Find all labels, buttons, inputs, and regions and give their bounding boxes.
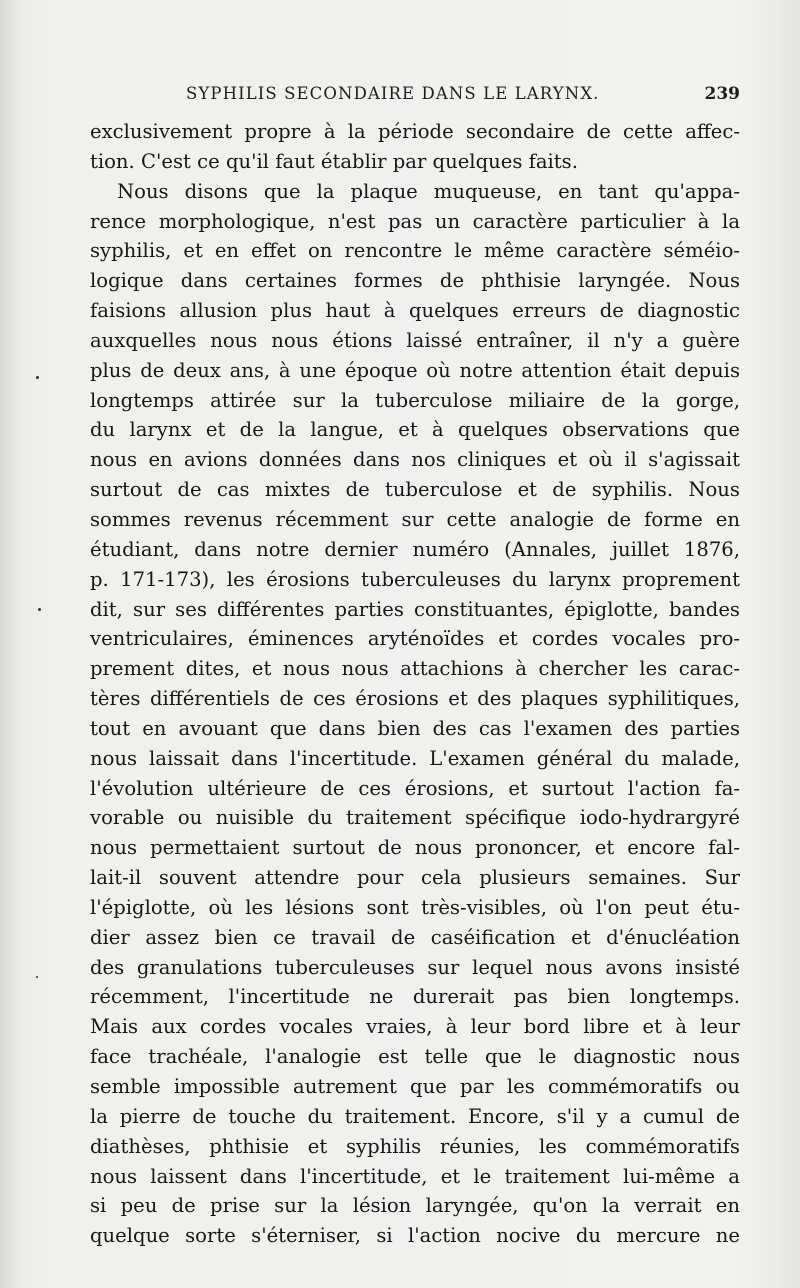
text-line: Mais aux cordes vocales vraies, à leur bord libre et à leur	[90, 1015, 740, 1039]
text-line: nous laissait dans l'incertitude. L'examen général du malade,	[90, 746, 740, 770]
page-number: 239	[704, 84, 740, 104]
text-line: tion. C'est ce qu'il faut établir par quelques faits.	[90, 149, 578, 173]
text-line: nous en avions données dans nos cliniques et où il s'agissait	[90, 448, 740, 472]
text-line: l'évolution ultérieure de ces érosions, et surtout l'action fa-	[90, 776, 740, 800]
text-line: du larynx et de la langue, et à quelques observations que	[90, 418, 740, 442]
text-line: étudiant, dans notre dernier numéro (Annales, juillet 1876,	[90, 537, 740, 561]
text-line: si peu de prise sur la lésion laryngée, qu'on la verrait en	[90, 1194, 740, 1218]
running-title: SYPHILIS SECONDAIRE DANS LE LARYNX.	[186, 84, 600, 103]
text-line: quelque sorte s'éterniser, si l'action nocive du mercure ne	[90, 1224, 740, 1248]
ink-speck	[38, 608, 41, 611]
text-line: sommes revenus récemment sur cette analogie de forme en	[90, 507, 740, 531]
text-line: nous permettaient surtout de nous prononcer, et encore fal-	[90, 836, 740, 860]
text-line: des granulations tuberculeuses sur lequel nous avons insisté	[90, 955, 740, 979]
body-text	[90, 117, 740, 1251]
text-line: tères différentiels de ces érosions et des plaques syphilitiques,	[90, 687, 740, 711]
text-line: l'épiglotte, où les lésions sont très-visibles, où l'on peut étu-	[90, 895, 740, 919]
text-line: prement dites, et nous nous attachions à chercher les carac-	[90, 657, 740, 681]
text-line: semble impossible autrement que par les commémoratifs ou	[90, 1075, 740, 1098]
text-line: tout en avouant que dans bien des cas l'examen des parties	[90, 716, 740, 740]
text-line: nous laissent dans l'incertitude, et le traitement lui-même a	[90, 1164, 740, 1188]
text-line: ventriculaires, éminences aryténoïdes et cordes vocales pro-	[90, 627, 740, 651]
text-line: dier assez bien ce travail de caséification et d'énucléation	[90, 925, 740, 949]
text-line: syphilis, et en effet on rencontre le même caractère séméio-	[90, 239, 740, 263]
text-line: faisions allusion plus haut à quelques erreurs de diagnostic	[90, 299, 740, 323]
text-line: plus de deux ans, à une époque où notre attention était depuis	[90, 358, 740, 382]
text-line: Nous disons que la plaque muqueuse, en tant qu'appa-	[117, 179, 740, 203]
text-line: exclusivement propre à la période secondaire de cette affec-	[90, 120, 740, 143]
text-line: récemment, l'incertitude ne durerait pas bien longtemps.	[90, 985, 740, 1009]
text-line: auxquelles nous nous étions laissé entraîner, il n'y a guère	[90, 328, 740, 352]
text-line: vorable ou nuisible du traitement spécifique iodo-hydrargyré	[90, 806, 740, 830]
page-header	[90, 84, 742, 112]
text-line: diathèses, phthisie et syphilis réunies, les commémoratifs	[90, 1134, 740, 1158]
text-line: p. 171-173), les érosions tuberculeuses du larynx proprement	[90, 567, 740, 591]
text-line: dit, sur ses différentes parties constituantes, épiglotte, bandes	[90, 597, 740, 621]
text-line: la pierre de touche du traitement. Encore, s'il y a cumul de	[90, 1104, 740, 1128]
text-line: rence morphologique, n'est pas un caractère particulier à la	[90, 209, 740, 233]
ink-speck	[36, 976, 38, 978]
ink-speck	[36, 376, 39, 379]
text-line: logique dans certaines formes de phthisie laryngée. Nous	[90, 269, 740, 293]
text-line: longtemps attirée sur la tuberculose miliaire de la gorge,	[90, 388, 740, 412]
text-line: face trachéale, l'analogie est telle que le diagnostic nous	[90, 1045, 740, 1069]
text-line: surtout de cas mixtes de tuberculose et de syphilis. Nous	[90, 478, 740, 502]
text-line: lait-il souvent attendre pour cela plusieurs semaines. Sur	[90, 866, 740, 890]
